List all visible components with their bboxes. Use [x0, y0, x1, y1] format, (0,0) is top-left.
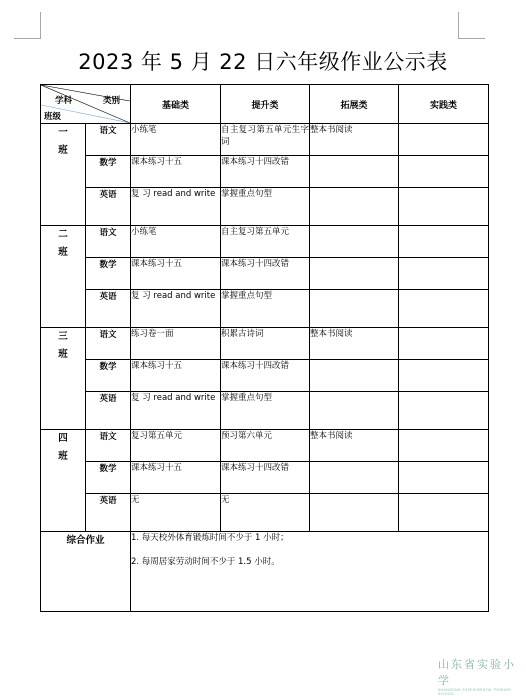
extend-homework-cell: 整本书阅读	[310, 430, 399, 462]
class-name-cell	[41, 328, 86, 430]
subject-cell: 语文	[86, 328, 131, 360]
subject-cell: 英语	[86, 494, 131, 532]
school-seal-english: SHANDONG EXPERIMENTAL PRIMARY SCHOOL	[438, 688, 512, 696]
practice-homework-cell	[399, 124, 489, 156]
improve-homework-cell: 掌握重点句型	[221, 188, 310, 226]
basic-homework-cell: 小练笔	[131, 124, 221, 156]
basic-homework-cell: 无	[131, 494, 221, 532]
homework-table	[40, 84, 489, 612]
extend-homework-cell	[310, 290, 399, 328]
summary-label: 综合作业	[41, 532, 131, 612]
improve-homework-cell: 掌握重点句型	[221, 290, 310, 328]
class-name-part: 班	[58, 247, 68, 258]
table-row	[41, 156, 489, 188]
summary-item: 1. 每天校外体育锻炼时间不少于 1 小时；	[131, 533, 289, 543]
basic-homework-cell: 课本练习十五	[131, 462, 221, 494]
summary-content	[131, 532, 489, 612]
extend-homework-cell	[310, 392, 399, 430]
basic-homework-cell: 课本练习十五	[131, 156, 221, 188]
class-name-cell	[41, 124, 86, 226]
summary-item: 2. 每周居家劳动时间不少于 1.5 小时。	[131, 557, 280, 567]
column-header-improve: 提升类	[221, 85, 310, 124]
basic-homework-cell: 复 习 read and write	[131, 290, 221, 328]
subject-cell: 语文	[86, 226, 131, 258]
extend-homework-cell	[310, 462, 399, 494]
extend-homework-cell	[310, 258, 399, 290]
extend-homework-cell	[310, 156, 399, 188]
table-row	[41, 360, 489, 392]
subject-cell: 数学	[86, 462, 131, 494]
practice-homework-cell	[399, 156, 489, 188]
improve-homework-cell: 自主复习第五单元	[221, 226, 310, 258]
extend-homework-cell: 整本书阅读	[310, 124, 399, 156]
practice-homework-cell	[399, 392, 489, 430]
table-row	[41, 188, 489, 226]
extend-homework-cell	[310, 494, 399, 532]
class-name-part: 班	[58, 451, 68, 462]
improve-homework-cell: 无	[221, 494, 310, 532]
basic-homework-cell: 课本练习十五	[131, 258, 221, 290]
improve-homework-cell: 自主复习第五单元生字词	[221, 124, 310, 156]
subject-cell: 语文	[86, 124, 131, 156]
school-seal	[438, 656, 526, 696]
subject-cell: 英语	[86, 188, 131, 226]
improve-homework-cell: 掌握重点句型	[221, 392, 310, 430]
improve-homework-cell: 预习第六单元	[221, 430, 310, 462]
header-row	[41, 85, 489, 124]
extend-homework-cell	[310, 188, 399, 226]
table-row	[41, 328, 489, 360]
practice-homework-cell	[399, 290, 489, 328]
subject-cell: 语文	[86, 430, 131, 462]
table-row	[41, 392, 489, 430]
subject-cell: 数学	[86, 360, 131, 392]
improve-homework-cell: 课本练习十四改错	[221, 156, 310, 188]
basic-homework-cell: 课本练习十五	[131, 360, 221, 392]
class-name-part: 班	[58, 145, 68, 156]
subject-cell: 英语	[86, 290, 131, 328]
table-row	[41, 258, 489, 290]
basic-homework-cell: 练习卷一面	[131, 328, 221, 360]
subject-cell: 数学	[86, 156, 131, 188]
practice-homework-cell	[399, 360, 489, 392]
crop-mark-top-left	[14, 12, 41, 39]
class-name-part: 一	[58, 127, 68, 138]
table-row	[41, 226, 489, 258]
class-name-cell	[41, 226, 86, 328]
table-row	[41, 124, 489, 156]
extend-homework-cell	[310, 226, 399, 258]
improve-homework-cell: 课本练习十四改错	[221, 360, 310, 392]
header-category-label: 类别	[102, 96, 120, 106]
practice-homework-cell	[399, 430, 489, 462]
diagonal-header-cell	[41, 85, 131, 124]
subject-cell: 数学	[86, 258, 131, 290]
improve-homework-cell: 积累古诗词	[221, 328, 310, 360]
subject-cell: 英语	[86, 392, 131, 430]
header-subject-label: 学科	[55, 96, 73, 106]
practice-homework-cell	[399, 494, 489, 532]
extend-homework-cell	[310, 360, 399, 392]
practice-homework-cell	[399, 188, 489, 226]
table-row	[41, 290, 489, 328]
basic-homework-cell: 复 习 read and write	[131, 188, 221, 226]
column-header-extend: 拓展类	[310, 85, 399, 124]
crop-mark-top-right	[458, 12, 485, 39]
table-row	[41, 430, 489, 462]
header-class-label: 班级	[44, 112, 62, 122]
class-name-part: 四	[58, 433, 68, 444]
class-rows	[41, 124, 489, 532]
improve-homework-cell: 课本练习十四改错	[221, 462, 310, 494]
table-row	[41, 462, 489, 494]
practice-homework-cell	[399, 328, 489, 360]
basic-homework-cell: 小练笔	[131, 226, 221, 258]
table-row	[41, 494, 489, 532]
class-name-cell	[41, 430, 86, 532]
class-name-part: 班	[58, 349, 68, 360]
improve-homework-cell: 课本练习十四改错	[221, 258, 310, 290]
document-title: 2023 年 5 月 22 日六年级作业公示表	[78, 50, 448, 74]
school-seal-chinese: 山东省实验小学	[438, 658, 516, 687]
column-header-basic: 基础类	[131, 85, 221, 124]
summary-row	[41, 532, 489, 612]
class-name-part: 二	[58, 229, 68, 240]
class-name-part: 三	[58, 331, 68, 342]
basic-homework-cell: 复 习 read and write	[131, 392, 221, 430]
extend-homework-cell: 整本书阅读	[310, 328, 399, 360]
practice-homework-cell	[399, 258, 489, 290]
practice-homework-cell	[399, 226, 489, 258]
column-header-practice: 实践类	[399, 85, 489, 124]
practice-homework-cell	[399, 462, 489, 494]
basic-homework-cell: 复习第五单元	[131, 430, 221, 462]
